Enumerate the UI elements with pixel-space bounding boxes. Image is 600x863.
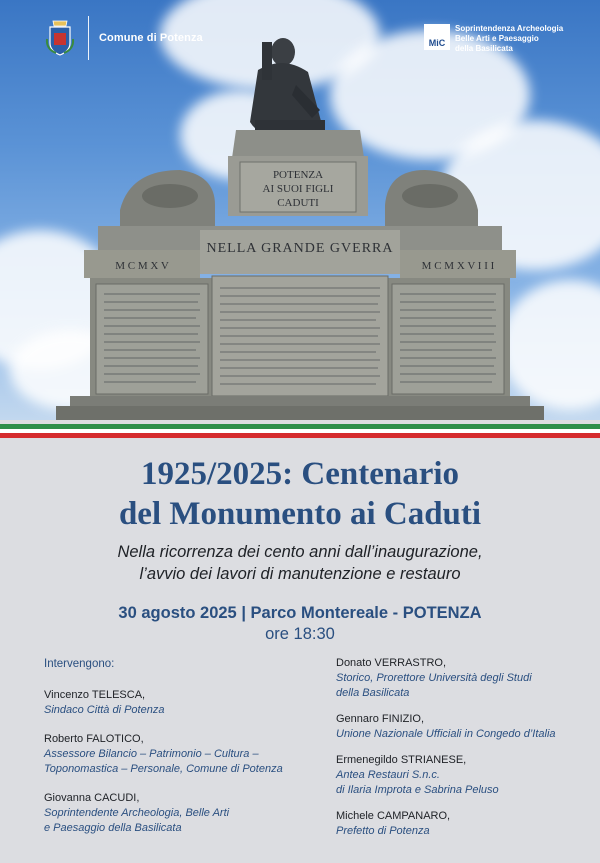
soprintendenza-line: Soprintendenza Archeologia	[455, 24, 564, 33]
year-right: M C M X V I I I	[421, 260, 495, 272]
speakers-column-left	[44, 658, 334, 850]
event-subtitle-line1: Nella ricorrenza dei cento anni dall’inaugurazione,	[117, 543, 483, 561]
header-divider	[88, 16, 89, 60]
soprintendenza-line: Belle Arti e Paesaggio	[455, 34, 539, 43]
year-left: M C M X V	[115, 260, 169, 272]
event-date-place: 30 agosto 2025 | Parco Montereale - POTENZA	[118, 604, 482, 622]
speaker-role: Assessore Bilancio – Patrimonio – Cultura – Toponomastica – Personale, Comune di Potenza	[44, 748, 283, 775]
event-time: ore 18:30	[265, 625, 335, 643]
comune-name: Comune di Potenza	[99, 32, 203, 44]
soprintendenza-name	[455, 24, 563, 54]
speaker-role: Antea Restauri S.n.c. di Ilaria Improta e Sabrina Peluso	[336, 769, 499, 796]
flag-stripe-red	[0, 433, 600, 438]
plaque-line: AI SUOI FIGLI	[262, 183, 334, 195]
speaker	[336, 753, 596, 798]
speaker-name: Gennaro FINIZIO,	[336, 713, 425, 725]
mic-logo: MiC	[424, 24, 450, 50]
city-crest-icon	[44, 17, 76, 59]
speakers-column-right	[336, 656, 596, 850]
war-memorial-monument	[0, 0, 600, 420]
speaker	[44, 688, 334, 718]
event-title-line2: del Monumento ai Caduti	[118, 496, 482, 532]
speaker	[336, 809, 596, 839]
speaker-role: Sindaco Città di Potenza	[44, 704, 165, 716]
speaker	[44, 732, 334, 777]
speaker-role: Storico, Prorettore Università degli Studi della Basilicata	[336, 672, 532, 699]
plaque-line: POTENZA	[272, 169, 324, 181]
speaker-name: Donato VERRASTRO,	[336, 657, 447, 669]
monument-photo	[0, 0, 600, 420]
statue	[250, 38, 325, 135]
speakers-label: Intervengono:	[44, 658, 115, 670]
speaker	[44, 791, 334, 836]
band-inscription: NELLA GRANDE GVERRA	[206, 241, 394, 256]
speaker-name: Ermenegildo STRIANESE,	[336, 754, 467, 766]
plaque-line: CADUTI	[277, 197, 319, 209]
comune-header	[44, 16, 203, 60]
event-title-line1: 1925/2025: Centenario	[140, 456, 460, 492]
speaker-name: Giovanna CACUDI,	[44, 792, 140, 804]
speaker-role: Unione Nazionale Ufficiali in Congedo d’Italia	[336, 728, 556, 740]
speaker-name: Roberto FALOTICO,	[44, 733, 144, 745]
speaker-name: Vincenzo TELESCA,	[44, 689, 146, 701]
soprintendenza-header	[424, 24, 563, 54]
speaker-name: Michele CAMPANARO,	[336, 810, 451, 822]
event-subtitle-line2: l’avvio dei lavori di manutenzione e restauro	[139, 565, 461, 583]
speaker-role: Prefetto di Potenza	[336, 825, 430, 837]
speaker	[336, 656, 596, 701]
speaker	[336, 712, 596, 742]
soprintendenza-line: della Basilicata	[455, 44, 513, 53]
speaker-role: Soprintendente Archeologia, Belle Arti e Paesaggio della Basilicata	[44, 807, 230, 834]
